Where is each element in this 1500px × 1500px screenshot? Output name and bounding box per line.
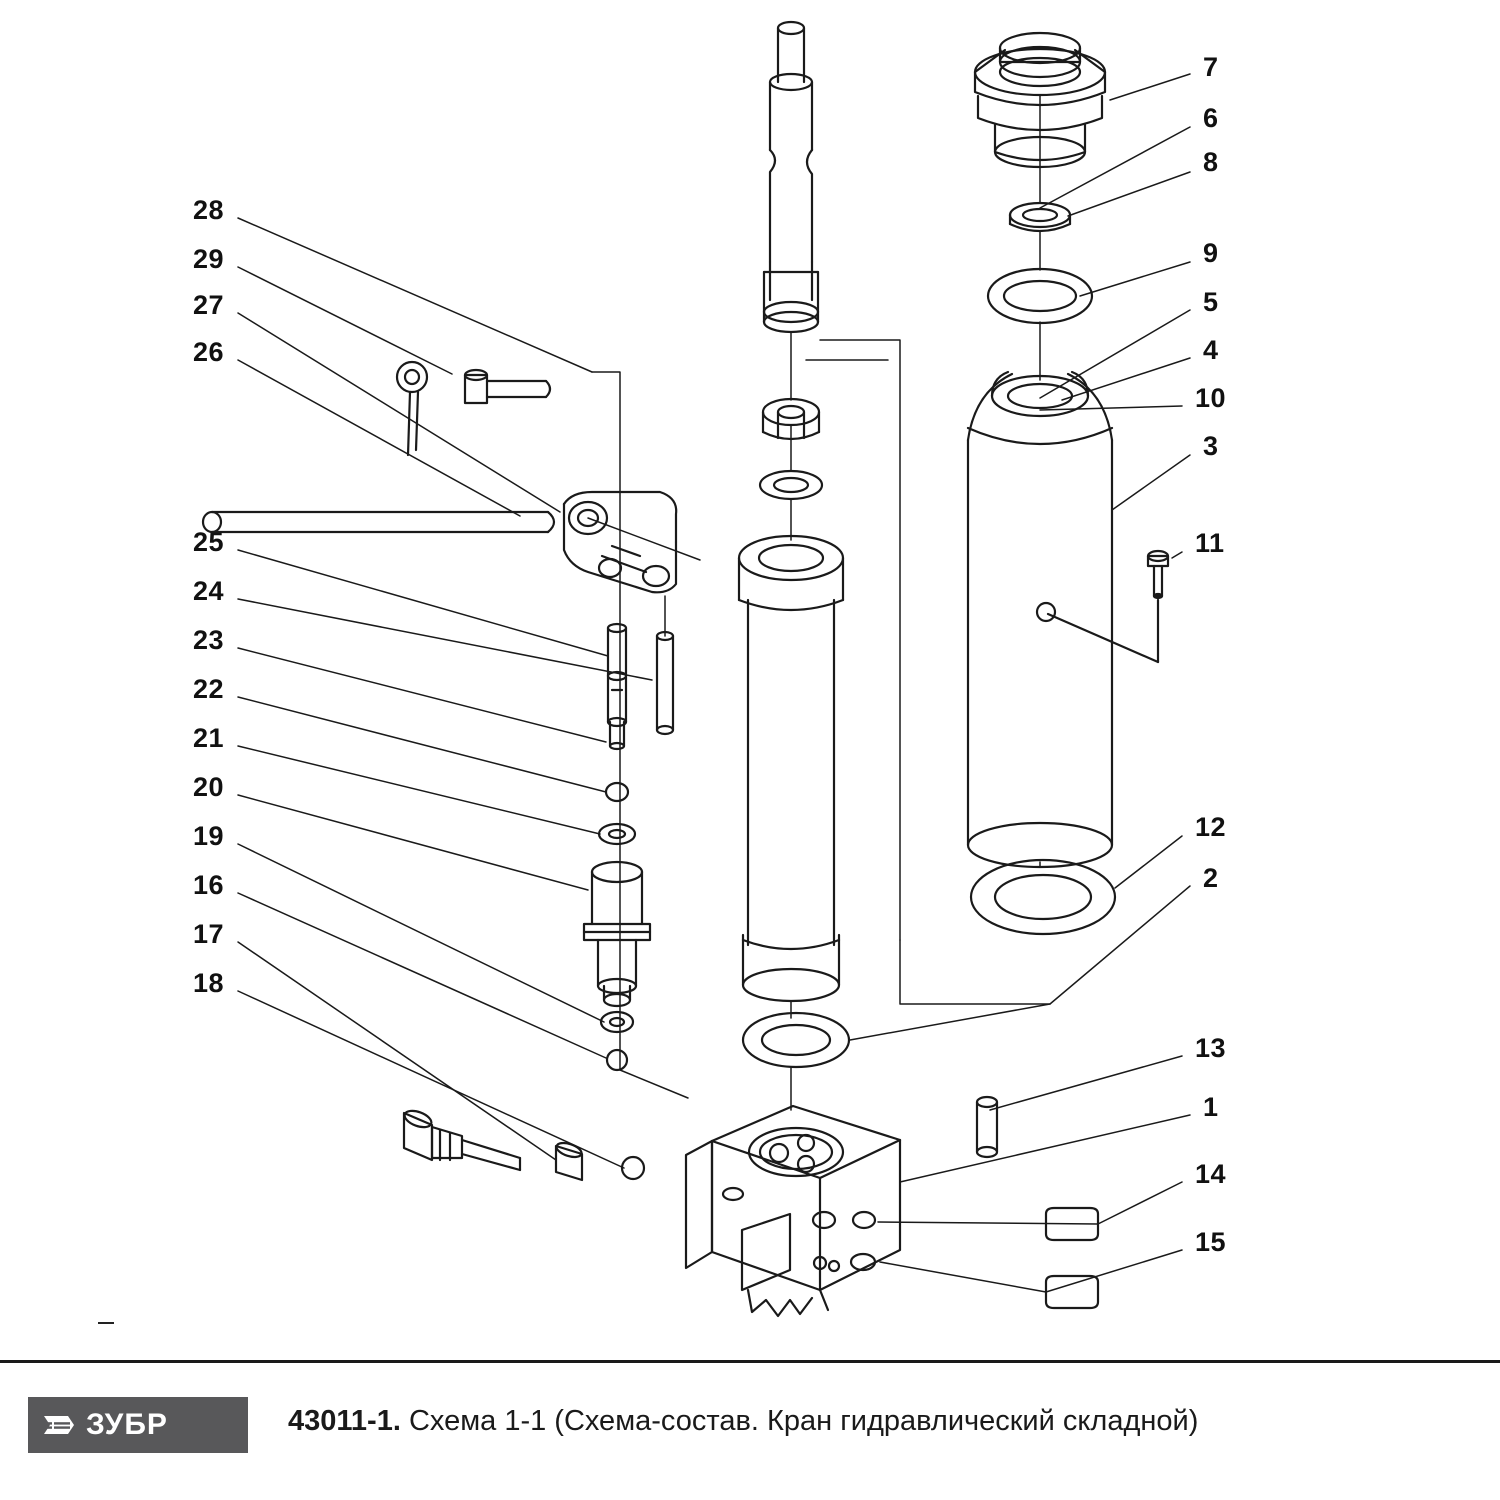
part-17-bushing xyxy=(555,1140,583,1180)
callout-1: 1 xyxy=(1203,1092,1219,1122)
figure-code: 43011-1. xyxy=(288,1405,401,1437)
callout-10: 10 xyxy=(1195,383,1227,413)
callout-27: 27 xyxy=(193,290,225,320)
part-2-base-oring xyxy=(743,1013,849,1067)
brand-name: ЗУБР xyxy=(86,1408,168,1441)
callout-5: 5 xyxy=(1203,287,1219,317)
brand-logo xyxy=(28,1397,248,1453)
corner-tick-mark xyxy=(98,1322,114,1324)
leader-lines-left xyxy=(238,218,700,1168)
callout-20: 20 xyxy=(193,772,225,802)
footer-bar xyxy=(0,1360,1500,1500)
callout-8: 8 xyxy=(1203,147,1219,177)
assembly-lines xyxy=(791,95,1050,1110)
zubr-arrow-icon xyxy=(38,1405,78,1445)
part-23-pin-rod xyxy=(657,632,673,734)
callout-15: 15 xyxy=(1195,1227,1227,1257)
part-16-ball xyxy=(622,1157,644,1179)
callout-29: 29 xyxy=(193,244,225,274)
part-1-pump-base xyxy=(686,1106,900,1316)
callout-6: 6 xyxy=(1203,103,1219,133)
part-24-sleeve xyxy=(608,676,626,749)
figure-description: Схема 1-1 (Схема-состав. Кран гидравлический складной) xyxy=(400,1405,1199,1437)
callout-17: 17 xyxy=(193,919,225,949)
callout-21: 21 xyxy=(193,723,225,753)
part-13-pin xyxy=(977,1097,997,1157)
part-29-bolt xyxy=(465,370,550,403)
leader-lines-right xyxy=(850,74,1190,1292)
callout-14: 14 xyxy=(1195,1159,1227,1189)
part-19-oring xyxy=(601,1012,633,1032)
part-15-pin xyxy=(1046,1276,1098,1308)
part-19-ball xyxy=(607,1050,627,1070)
callout-22: 22 xyxy=(193,674,225,704)
part-5-piston-rod xyxy=(764,22,818,332)
callout-28: 28 xyxy=(193,195,225,225)
callout-7: 7 xyxy=(1203,52,1219,82)
callout-18: 18 xyxy=(193,968,225,998)
part-18-release-valve xyxy=(402,1108,520,1170)
figure-caption xyxy=(288,1405,1198,1438)
callout-13: 13 xyxy=(1195,1033,1227,1063)
callout-12: 12 xyxy=(1195,812,1227,842)
callout-2: 2 xyxy=(1203,863,1219,893)
callout-25: 25 xyxy=(193,527,225,557)
callout-26: 26 xyxy=(193,337,225,367)
callout-19: 19 xyxy=(193,821,225,851)
part-4-oring xyxy=(760,471,822,499)
callout-4: 4 xyxy=(1203,335,1219,365)
callout-24: 24 xyxy=(193,576,225,606)
callout-23: 23 xyxy=(193,625,225,655)
part-26-handle-tube xyxy=(203,512,554,532)
callout-16: 16 xyxy=(193,870,225,900)
part-2-inner-cylinder xyxy=(739,536,843,1001)
part-11-bleed-screw xyxy=(1037,551,1168,662)
part-28-cotter-pin xyxy=(397,362,427,455)
part-22-ball xyxy=(606,783,628,801)
part-9-oring xyxy=(988,269,1092,323)
part-12-oring xyxy=(971,860,1115,934)
callout-9: 9 xyxy=(1203,238,1219,268)
part-21-washer xyxy=(599,824,635,844)
callout-11: 11 xyxy=(1195,528,1225,558)
part-20-pump-piston xyxy=(584,862,650,1006)
callout-3: 3 xyxy=(1203,431,1219,461)
